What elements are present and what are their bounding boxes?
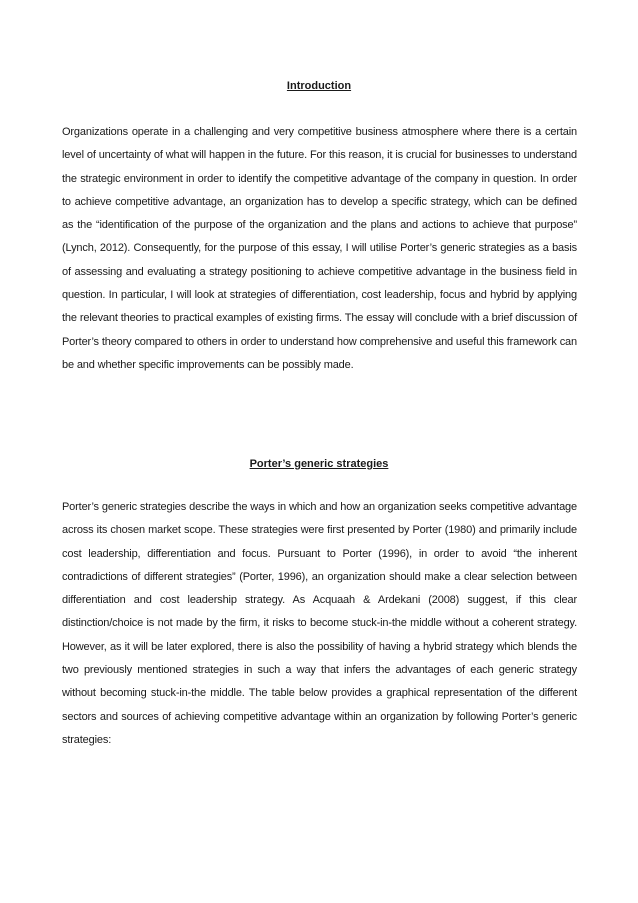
- porters-generic-strategies-paragraph: Porter’s generic strategies describe the ways in which and how an organization seeks competitive advantage across its chosen market scope. These strategies were first presented by Porter (1980) and primarily include cost leadership, differentiation and focus. Pursuant to Porter (1996), in order to avoid “the inherent contradictions of different strategies” (Porter, 1996), an organization should make a clear selection between differentiation and cost leadership strategy. As Acquaah & Ardekani (2008) suggest, if this clear distinction/choice is not made by the firm, it risks to become stuck-in-the middle without a coherent strategy. However, as it will be later explored, there is also the possibility of having a hybrid strategy which blends the two previously mentioned strategies in such a way that infers the advantages of each generic strategy without becoming stuck-in-the middle. The table below provides a graphical representation of the different sectors and sources of achieving competitive advantage within an organization by following Porter’s generic strategies:: [62, 501, 577, 746]
- section-heading-introduction: Introduction: [286, 80, 352, 92]
- section-heading-porters-generic-strategies: Porter’s generic strategies: [249, 458, 389, 470]
- introduction-paragraph: Organizations operate in a challenging and very competitive business atmosphere where there is a certain level of uncertainty of what will happen in the future. For this reason, it is crucial for businesses to understand the strategic environment in order to identify the competitive advantage of the company in question. In order to achieve competitive advantage, an organization has to develop a specific strategy, which can be defined as the “identification of the purpose of the organization and the plans and actions to achieve that purpose” (Lynch, 2012). Consequently, for the purpose of this essay, I will utilise Porter’s generic strategies as a basis of assessing and evaluating a strategy positioning to achieve competitive advantage in the business field in question. In particular, I will look at strategies of differentiation, cost leadership, focus and hybrid by applying the relevant theories to practical examples of existing firms. The essay will conclude with a brief discussion of Porter’s theory compared to others in order to understand how comprehensive and useful this framework can be and whether specific improvements can be possibly made.: [62, 126, 577, 371]
